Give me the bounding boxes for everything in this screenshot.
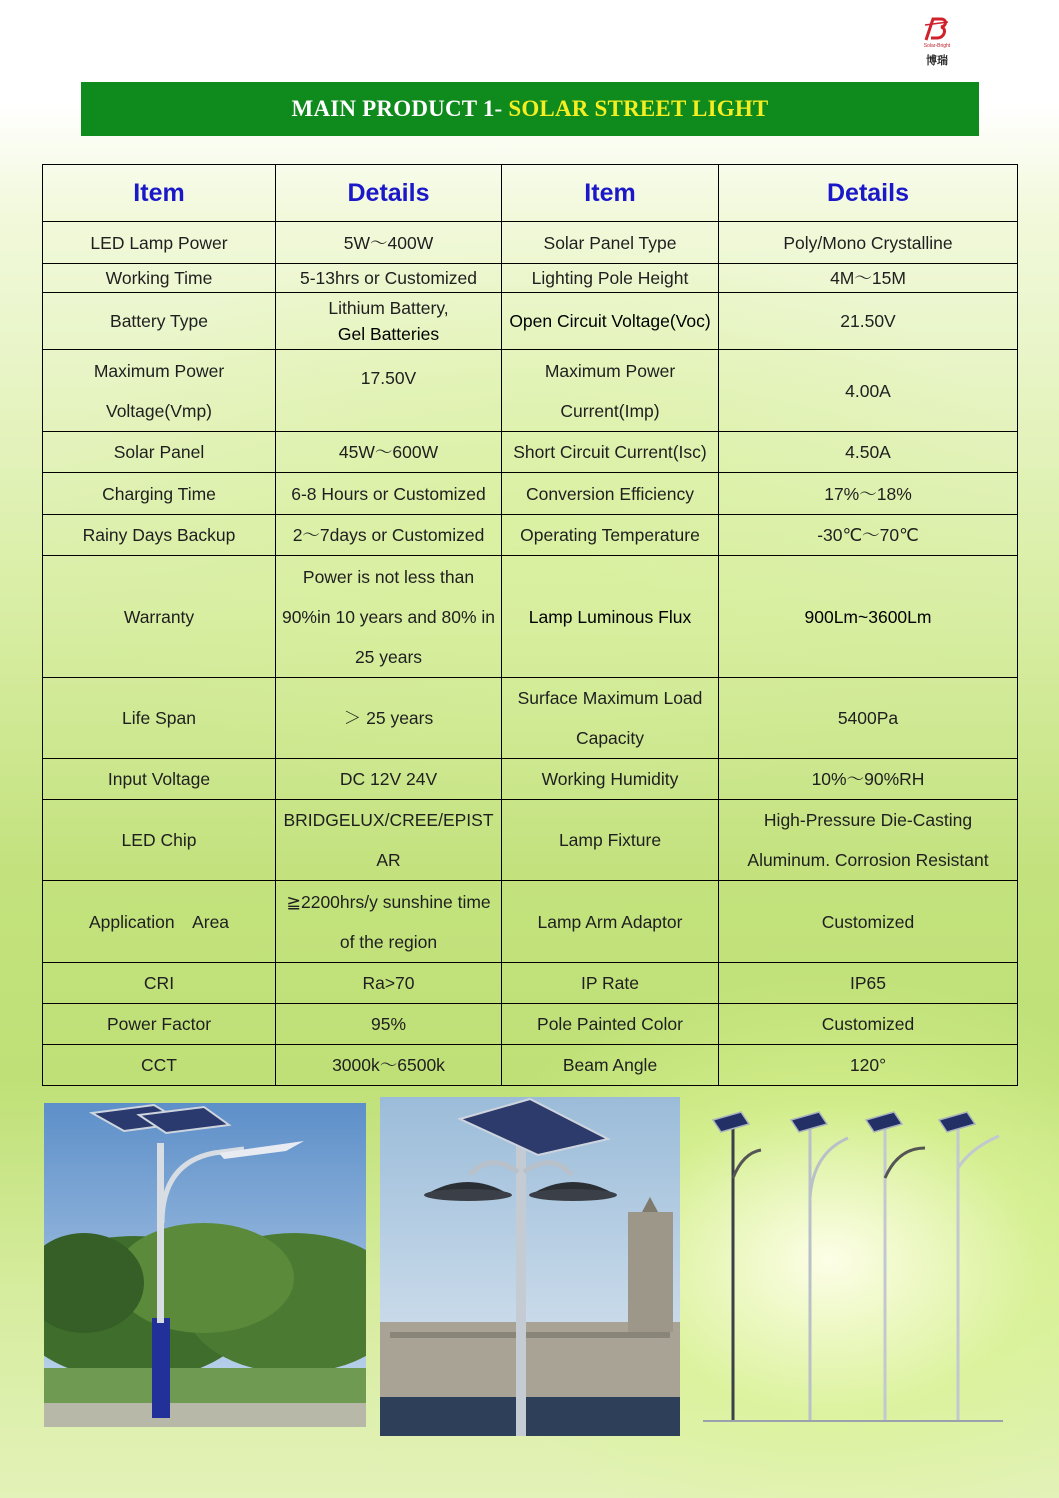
row-item [502,678,719,759]
row-item: CCT [43,1045,276,1086]
table-row [43,881,1018,963]
logo-b-icon [923,16,949,42]
table-row [43,432,1018,473]
row-detail: 5400Pa [719,678,1018,759]
row-item: Working Humidity [502,759,719,800]
detail-line-1: BRIDGELUX/CREE/EPIST [283,810,494,830]
row-item: Rainy Days Backup [43,515,276,556]
street-light-castle-image [380,1097,680,1436]
row-detail: 10%～90%RH [719,759,1018,800]
row-item: CRI [43,963,276,1004]
row-item: Conversion Efficiency [502,473,719,515]
item-line-1: Maximum Power [93,360,225,381]
table-row [43,1004,1018,1045]
row-detail: 4.50A [719,432,1018,473]
item-line-2: Capacity [575,728,645,748]
row-item: LED Lamp Power [43,222,276,264]
row-item: LED Chip [43,800,276,881]
item-line-2: Voltage(Vmp) [105,400,213,421]
row-item: Input Voltage [43,759,276,800]
row-detail [719,800,1018,881]
company-logo [912,14,962,70]
row-item: Working Time [43,264,276,293]
detail-line-1: Lithium Battery, [328,298,449,318]
table-row [43,515,1018,556]
row-detail: ＞ 25 years [276,678,502,759]
row-detail: Customized [719,1004,1018,1045]
row-detail: 45W～600W [276,432,502,473]
table-row [43,556,1018,678]
row-item: Beam Angle [502,1045,719,1086]
table-row [43,293,1018,350]
header-item-2: Item [502,165,719,222]
row-detail: 95% [276,1004,502,1045]
row-item: Life Span [43,678,276,759]
row-detail: 4M～15M [719,264,1018,293]
table-row [43,350,1018,432]
row-item: Power Factor [43,1004,276,1045]
table-row [43,473,1018,515]
header-details-2: Details [719,165,1018,222]
row-detail: 17.50V [276,350,502,432]
row-detail: Poly/Mono Crystalline [719,222,1018,264]
header-item-1: Item [43,165,276,222]
row-item: Application Area [43,881,276,963]
item-line-1: Surface Maximum Load [517,688,703,708]
table-row [43,222,1018,264]
detail-line-1: ≧2200hrs/y sunshine time [286,891,491,912]
header-details-1: Details [276,165,502,222]
detail-line-3: 25 years [354,646,423,667]
row-detail: 5-13hrs or Customized [276,264,502,293]
row-detail: 4.00A [719,350,1018,432]
table-row [43,800,1018,881]
row-item: Open Circuit Voltage(Voc) [502,293,719,350]
product-photo-3 [703,1108,1003,1424]
row-item: Lamp Fixture [502,800,719,881]
table-row [43,264,1018,293]
detail-line-2: Aluminum. Corrosion Resistant [747,850,989,870]
row-item: Lighting Pole Height [502,264,719,293]
product-photo-1 [44,1103,366,1427]
row-detail [276,881,502,963]
row-item: Lamp Arm Adaptor [502,881,719,963]
row-item [43,350,276,432]
page-title-banner [81,82,979,136]
row-detail: IP65 [719,963,1018,1004]
row-detail: 5W～400W [276,222,502,264]
title-yellow: SOLAR STREET LIGHT [508,96,769,121]
row-item: Pole Painted Color [502,1004,719,1045]
row-detail: DC 12V 24V [276,759,502,800]
row-item: Warranty [43,556,276,678]
row-item: Short Circuit Current(Isc) [502,432,719,473]
table-row [43,759,1018,800]
product-photo-2 [380,1097,680,1436]
row-detail: Customized [719,881,1018,963]
specification-table [42,164,1018,1086]
detail-line-2: Gel Batteries [337,324,440,344]
logo-tagline: Solar-Bright [923,43,951,49]
row-detail: 120° [719,1045,1018,1086]
detail-line-1: Power is not less than [302,566,475,587]
item-line-1: Maximum Power [544,360,676,381]
detail-line-2: of the region [339,931,438,952]
table-row [43,963,1018,1004]
title-white: MAIN PRODUCT 1- [291,96,509,121]
table-header-row [43,165,1018,222]
row-detail [276,800,502,881]
detail-line-2: 90%in 10 years and 80% in [281,606,496,627]
row-detail: 21.50V [719,293,1018,350]
detail-line-2: AR [376,850,401,870]
row-item: Operating Temperature [502,515,719,556]
four-street-lights-image [703,1108,1003,1424]
row-item: Charging Time [43,473,276,515]
row-detail: -30℃～70℃ [719,515,1018,556]
row-item: Solar Panel Type [502,222,719,264]
row-item: Solar Panel [43,432,276,473]
detail-line-1: High-Pressure Die-Casting [763,810,973,830]
row-item [502,350,719,432]
table-row [43,678,1018,759]
row-detail: 2～7days or Customized [276,515,502,556]
street-light-trees-image [44,1103,366,1427]
row-detail: Ra>70 [276,963,502,1004]
row-detail: 3000k～6500k [276,1045,502,1086]
row-detail: 17%～18% [719,473,1018,515]
row-item: IP Rate [502,963,719,1004]
row-detail [276,556,502,678]
row-item: Lamp Luminous Flux [502,556,719,678]
row-item: Battery Type [43,293,276,350]
row-detail: 6-8 Hours or Customized [276,473,502,515]
row-detail: 900Lm~3600Lm [719,556,1018,678]
item-line-2: Current(Imp) [560,400,660,421]
logo-chinese-name: 博瑞 [926,54,948,67]
table-row [43,1045,1018,1086]
row-detail [276,293,502,350]
